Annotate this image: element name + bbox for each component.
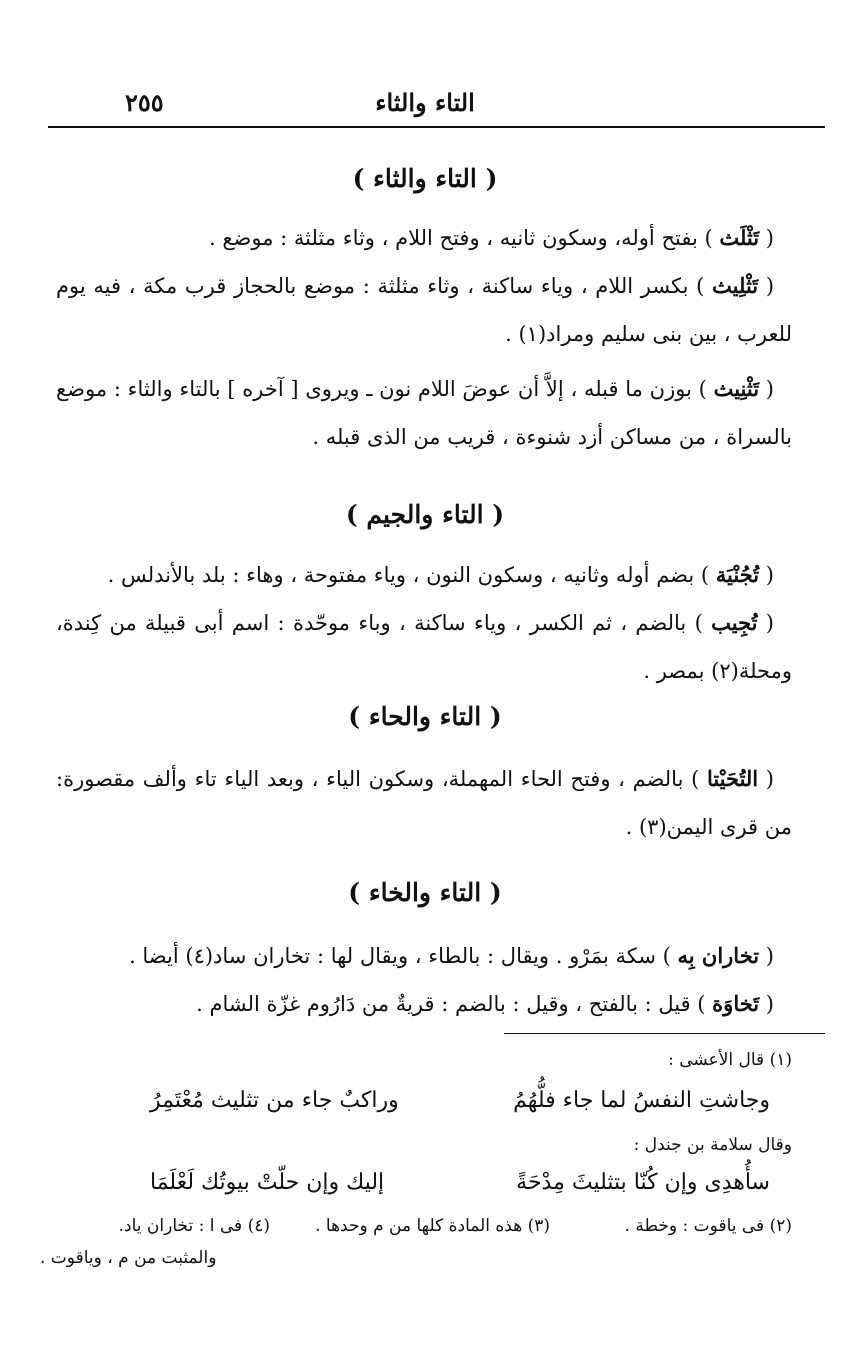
entry-text: بالضم ، وفتح الحاء المهملة، وسكون الياء ، وبعد الياء تاء وألف مقصورة: من قرى اليمن(٣) . bbox=[56, 767, 792, 839]
section-heading-ta-kha: ( التاء والخاء ) bbox=[348, 878, 502, 907]
entry-tujunya: ( تُجُنْيَة ) بضم أوله وثانيه ، وسكون النون ، وياء مفتوحة ، وهاء : بلد بالأندلس . bbox=[107, 562, 774, 587]
entry-text: بضم أوله وثانيه ، وسكون النون ، وياء مفتوحة ، وهاء : بلد بالأندلس . bbox=[107, 563, 695, 587]
footnote-1-intro-2: وقال سلامة بن جندل : bbox=[633, 1135, 792, 1155]
entry-tuhayta: ( التُحَيْتا ) بالضم ، وفتح الحاء المهملة، وسكون الياء ، وبعد الياء تاء وألف مقصورة: من قرى اليمن(٣) . bbox=[56, 766, 792, 839]
entry-headword: تَثْلَث bbox=[719, 225, 760, 250]
footnote-4: (٤) فى ا : تخاران ياد. bbox=[118, 1216, 270, 1236]
verse-2 bbox=[150, 1170, 770, 1195]
entry-headword: التُحَيْتا bbox=[706, 766, 759, 791]
entry-tathlith: ( تَثْلِيث ) بكسر اللام ، وياء ساكنة ، وثاء مثلثة : موضع بالحجاز قرب مكة ، فيه يوم للعرب ، بين بنى سليم ومراد(١) . bbox=[56, 273, 792, 346]
footnote-3: (٣) هذه المادة كلها من م وحدها . bbox=[315, 1216, 550, 1236]
entry-headword: تَثْنِيث bbox=[713, 376, 760, 401]
entry-tathnith: ( تَثْنِيث ) بوزن ما قبله ، إلاَّ أن عوضَ اللام نون ـ ويروى [ آخره ] بالتاء والثاء : موضع بالسراة ، من مساكن أزد شنوءة ، قريب من الذى قبله . bbox=[56, 376, 792, 449]
footnote-rule bbox=[504, 1033, 825, 1034]
footnote-2: (٢) فى ياقوت : وخطة . bbox=[624, 1216, 792, 1236]
verse-1 bbox=[150, 1088, 770, 1113]
entry-tujib: ( تُجِيب ) بالضم ، ثم الكسر ، وياء ساكنة ، وباء موحّدة : اسم أبى قبيلة من كِندة، ومحلة(٢) بمصر . bbox=[56, 610, 792, 683]
footnote-4-continuation: والمثبت من م ، وياقوت . bbox=[40, 1248, 217, 1268]
entry-text: بكسر اللام ، وياء ساكنة ، وثاء مثلثة : موضع بالحجاز قرب مكة ، فيه يوم للعرب ، بين بنى سليم ومراد(١) . bbox=[56, 274, 792, 346]
verse-1-first-hemistich: وجاشتِ النفسُ لما جاء فلُّهُمُ bbox=[513, 1088, 770, 1113]
header-rule bbox=[48, 126, 825, 128]
entry-headword: تَخاوَة bbox=[712, 991, 760, 1016]
verse-1-second-hemistich: وراكبٌ جاء من تثليث مُعْتَمِرُ bbox=[150, 1088, 399, 1113]
entry-tukharan-bih: ( تخاران بِه ) سكة بمَرْو . ويقال : بالطاء ، ويقال لها : تخاران ساد(٤) أيضا . bbox=[129, 943, 774, 968]
page-number: ٢٥٥ bbox=[125, 88, 164, 117]
entry-headword: تُجِيب bbox=[711, 610, 758, 635]
entry-tathlath: ( تَثْلَث ) بفتح أوله، وسكون ثانيه ، وفتح اللام ، وثاء مثلثة : موضع . bbox=[209, 225, 774, 250]
verse-2-second-hemistich: إليك وإن حلّتْ بيوتُك لَعْلَمَا bbox=[150, 1170, 385, 1195]
footnote-1-intro: (١) قال الأعشى : bbox=[668, 1050, 792, 1070]
entry-headword: تَثْلِيث bbox=[712, 273, 759, 298]
entry-text: سكة بمَرْو . ويقال : بالطاء ، ويقال لها : تخاران ساد(٤) أيضا . bbox=[129, 944, 656, 968]
entry-text: بالضم ، ثم الكسر ، وياء ساكنة ، وباء موحّدة : اسم أبى قبيلة من كِندة، ومحلة(٢) بمصر . bbox=[56, 611, 792, 683]
verse-2-first-hemistich: سأُهدِى وإن كُنّا بتثليثَ مِدْحَةً bbox=[516, 1170, 770, 1195]
running-title: التاء والثاء bbox=[375, 88, 475, 117]
entry-text: بفتح أوله، وسكون ثانيه ، وفتح اللام ، وثاء مثلثة : موضع . bbox=[209, 226, 698, 250]
entry-text: قيل : بالفتح ، وقيل : بالضم : قريةٌ من دَارُوم غزّة الشام . bbox=[196, 992, 691, 1016]
entry-headword: تخاران بِه bbox=[677, 943, 760, 968]
section-heading-ta-tha: ( التاء والثاء ) bbox=[352, 164, 498, 193]
entry-headword: تُجُنْيَة bbox=[715, 562, 760, 587]
entry-takhawa: ( تَخاوَة ) قيل : بالفتح ، وقيل : بالضم : قريةٌ من دَارُوم غزّة الشام . bbox=[196, 991, 774, 1016]
section-heading-ta-ha: ( التاء والحاء ) bbox=[348, 702, 502, 731]
entry-text: بوزن ما قبله ، إلاَّ أن عوضَ اللام نون ـ ويروى [ آخره ] بالتاء والثاء : موضع بالسراة ، من مساكن أزد شنوءة ، قريب من الذى قبله . bbox=[56, 377, 792, 449]
section-heading-ta-jim: ( التاء والجيم ) bbox=[345, 500, 505, 529]
